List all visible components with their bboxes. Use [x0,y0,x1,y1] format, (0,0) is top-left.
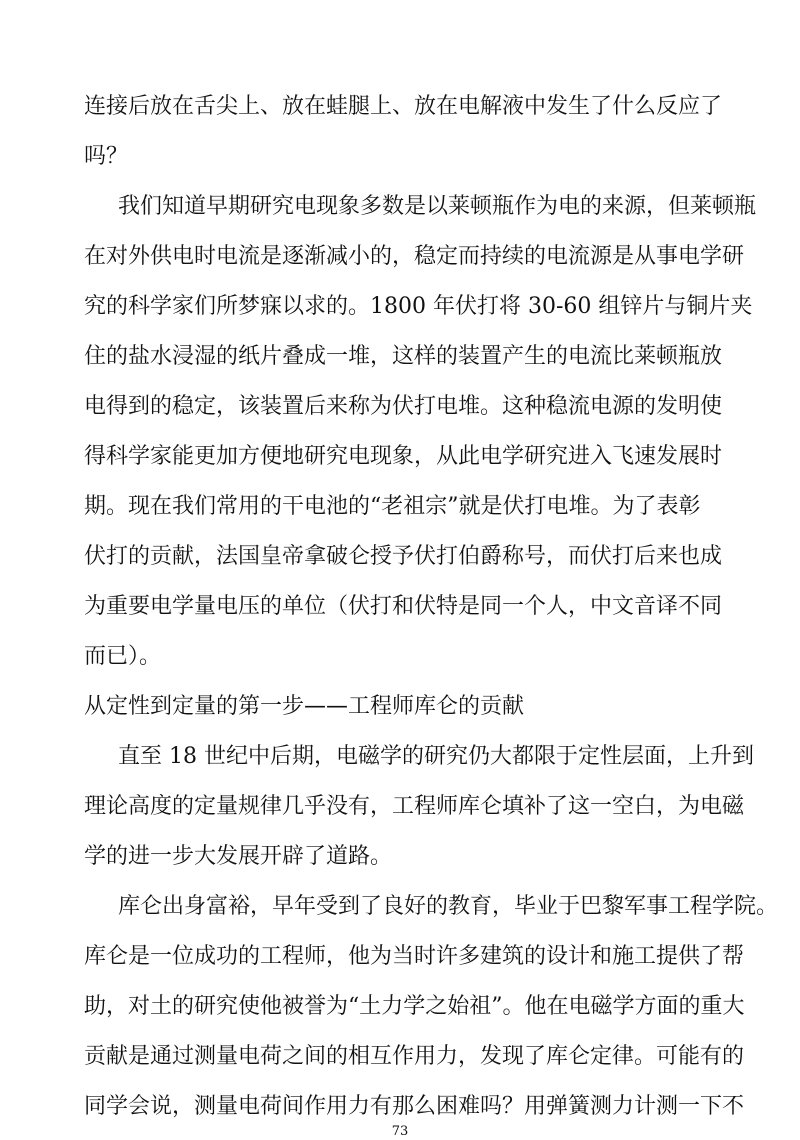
text-line: 库仑是一位成功的工程师，他为当时许多建筑的设计和施工提供了帮 [84,944,745,969]
text-line: 吗？ [84,144,129,169]
text-line: 贡献是通过测量电荷之间的相互作用力，发现了库仑定律。可能有的 [84,1044,745,1069]
text-line: 助，对土的研究使他被誉为“土力学之始祖”。他在电磁学方面的重大 [84,994,745,1019]
text-line: 得科学家能更加方便地研究电现象，从此电学研究进入飞速发展时 [84,444,723,469]
paragraph-start-line: 我们知道早期研究电现象多数是以莱顿瓶作为电的来源，但莱顿瓶 [118,194,757,219]
section-heading: 从定性到定量的第一步——工程师库仑的贡献 [84,694,525,719]
text-line: 究的科学家们所梦寐以求的。1800 年伏打将 30-60 组锌片与铜片夹 [84,294,753,319]
text-line: 学的进一步大发展开辟了道路。 [84,844,393,869]
text-line: 而已）。 [84,644,162,669]
page-number: 73 [391,1124,409,1139]
text-line: 在对外供电时电流是逐渐减小的，稳定而持续的电流源是从事电学研 [84,244,745,269]
text-line: 伏打的贡献，法国皇帝拿破仑授予伏打伯爵称号，而伏打后来也成 [84,544,723,569]
paragraph-start-line: 直至 18 世纪中后期，电磁学的研究仍大都限于定性层面，上升到 [118,744,754,769]
text-line: 连接后放在舌尖上、放在蛙腿上、放在电解液中发生了什么反应了 [84,94,723,119]
text-line: 同学会说，测量电荷间作用力有那么困难吗？用弹簧测力计测一下不 [84,1094,745,1119]
text-line: 电得到的稳定，该装置后来称为伏打电堆。这种稳流电源的发明使 [84,394,723,419]
text-line: 理论高度的定量规律几乎没有，工程师库仑填补了这一空白，为电磁 [84,794,745,819]
text-line: 期。现在我们常用的干电池的“老祖宗”就是伏打电堆。为了表彰 [84,494,701,519]
text-line: 住的盐水浸湿的纸片叠成一堆，这样的装置产生的电流比莱顿瓶放 [84,344,723,369]
paragraph-start-line: 库仑出身富裕，早年受到了良好的教育，毕业于巴黎军事工程学院。 [118,894,779,919]
text-line: 为重要电学量电压的单位（伏打和伏特是同一个人，中文音译不同 [84,594,723,619]
